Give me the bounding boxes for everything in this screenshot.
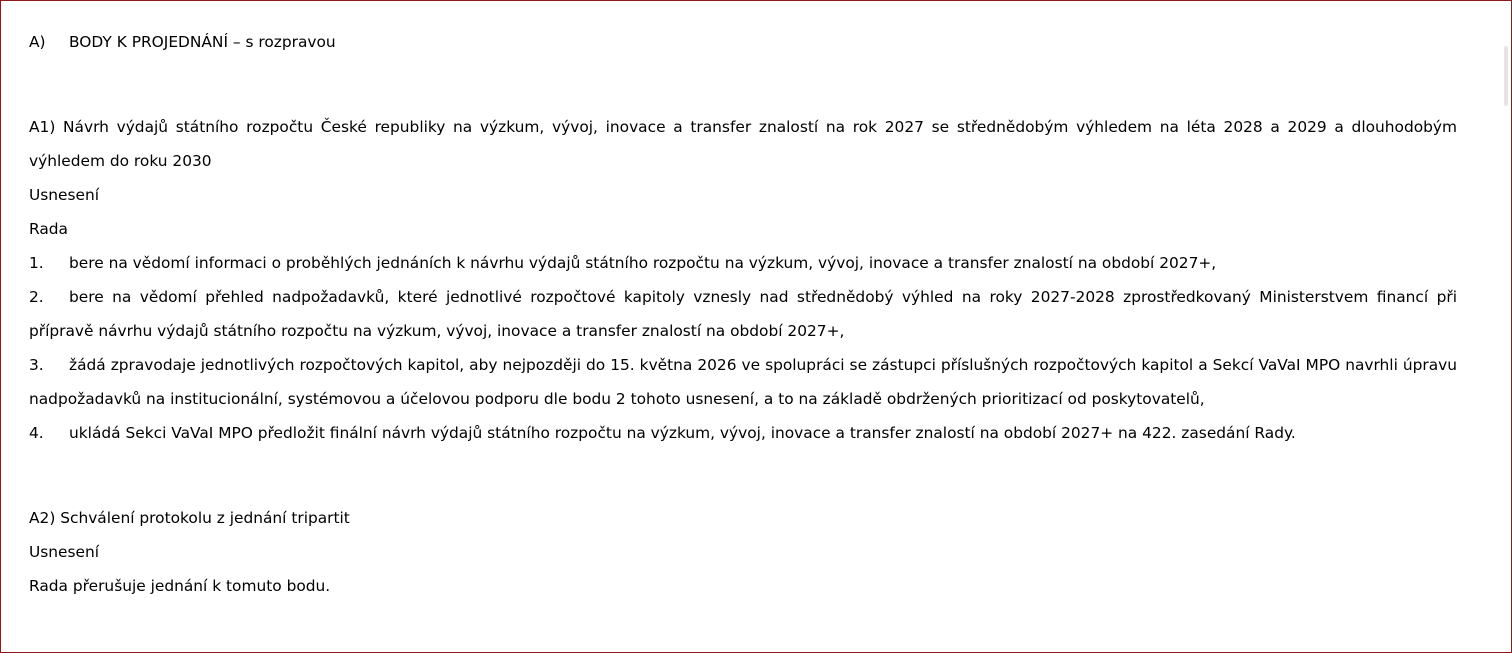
vertical-scrollbar[interactable]	[1497, 2, 1510, 651]
document-body	[29, 25, 1457, 603]
point-number: 2.	[29, 288, 44, 306]
point-number: 1.	[29, 254, 44, 272]
item-a1-heading: A1) Návrh výdajů státního rozpočtu České republiky na výzkum, vývoj, inovace a transfer znalostí na rok 2027 se střednědobým výhledem na léta 2028 a 2029 a dlouhodobým výhledem do roku 2030	[29, 118, 1457, 170]
item-a2-resolution-label: Usnesení	[29, 543, 100, 561]
point-text: bere na vědomí informaci o proběhlých jednáních k návrhu výdajů státního rozpočtu na výzkum, vývoj, inovace a transfer znalostí na období 2027+,	[69, 254, 1217, 272]
section-heading	[29, 25, 1457, 59]
scrollbar-thumb[interactable]	[1504, 46, 1508, 106]
point-text: žádá zpravodaje jednotlivých rozpočtových kapitol, aby nejpozději do 15. května 2026 ve spolupráci se zástupci příslušných rozpočtových kapitol a Sekcí VaVaI MPO navrhli úpravu nadpožadavků na institucionální, systémovou a účelovou podporu dle bodu 2 tohoto usnesení, a to na základě obdržených prioritizací od poskytovatelů,	[29, 356, 1457, 408]
point-number: 4.	[29, 424, 44, 442]
spacer	[29, 59, 1457, 110]
item-a1-point-1	[29, 246, 1457, 280]
section-marker: A)	[29, 33, 46, 51]
item-a1-point-4	[29, 416, 1457, 450]
item-a1-point-3	[29, 348, 1457, 416]
item-a2-heading: A2) Schválení protokolu z jednání tripartit	[29, 509, 350, 527]
point-text: ukládá Sekci VaVaI MPO předložit finální návrh výdajů státního rozpočtu na výzkum, vývoj, inovace a transfer znalostí na období 2027+ na 422. zasedání Rady.	[69, 424, 1296, 442]
point-number: 3.	[29, 356, 44, 374]
section-title: BODY K PROJEDNÁNÍ – s rozpravou	[69, 33, 336, 51]
item-a1-point-2	[29, 280, 1457, 348]
item-a2-decision: Rada přerušuje jednání k tomuto bodu.	[29, 577, 331, 595]
point-text: bere na vědomí přehled nadpožadavků, které jednotlivé rozpočtové kapitoly vznesly nad střednědobý výhled na roky 2027-2028 zprostředkovaný Ministerstvem financí při přípravě návrhu výdajů státního rozpočtu na výzkum, vývoj, inovace a transfer znalostí na období 2027+,	[29, 288, 1457, 340]
item-a1-council-label: Rada	[29, 220, 68, 238]
spacer	[29, 450, 1457, 501]
item-a1-resolution-label: Usnesení	[29, 186, 100, 204]
